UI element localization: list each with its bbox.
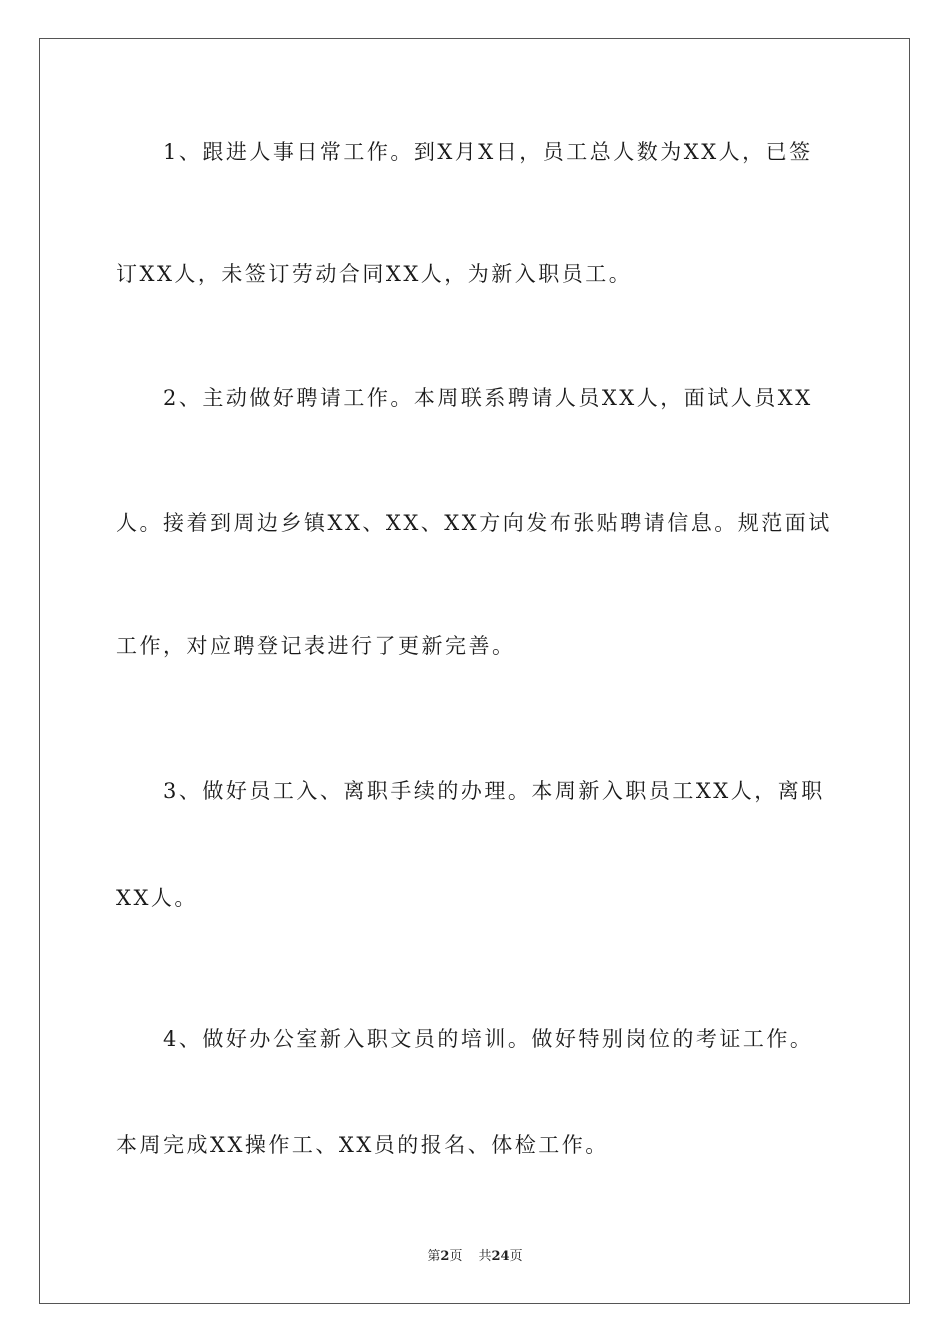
paragraph-4-line-2: 本周完成XX操作工、XX员的报名、体检工作。 xyxy=(116,1133,609,1157)
paragraph-1-line-1: 1、跟进人事日常工作。到X月X日，员工总人数为XX人，已签 xyxy=(163,140,813,164)
paragraph-2-line-1: 2、主动做好聘请工作。本周联系聘请人员XX人，面试人员XX xyxy=(163,386,813,410)
total-pages: 24 xyxy=(491,1249,510,1264)
total-suffix: 页 xyxy=(509,1249,523,1264)
paragraph-1-line-2: 订XX人，未签订劳动合同XX人，为新入职员工。 xyxy=(116,262,633,286)
page-number: 2 xyxy=(440,1249,450,1264)
page-footer xyxy=(0,1248,950,1266)
paragraph-2-line-2: 人。接着到周边乡镇XX、XX、XX方向发布张贴聘请信息。规范面试 xyxy=(116,511,832,535)
paragraph-3-line-2: XX人。 xyxy=(116,886,198,910)
page-border xyxy=(39,38,910,1304)
paragraph-4-line-1: 4、做好办公室新入职文员的培训。做好特别岗位的考证工作。 xyxy=(163,1027,814,1051)
paragraph-3-line-1: 3、做好员工入、离职手续的办理。本周新入职员工XX人，离职 xyxy=(163,779,825,803)
page-prefix: 第 xyxy=(427,1249,441,1264)
total-prefix: 共 xyxy=(478,1249,492,1264)
page-suffix: 页 xyxy=(449,1249,463,1264)
paragraph-2-line-3: 工作，对应聘登记表进行了更新完善。 xyxy=(116,634,516,658)
